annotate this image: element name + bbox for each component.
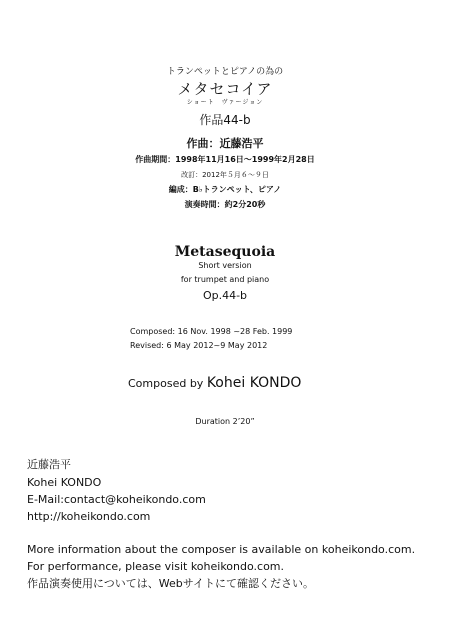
info-line-3: 作品演奏使用については、Webサイトにて確認ください。 xyxy=(27,577,314,590)
jp-duration: 演奏時間：約2分20秒 xyxy=(184,200,266,209)
en-composed-dates: Composed: 16 Nov. 1998 ~28 Feb. 1999 xyxy=(130,327,293,336)
jp-subtitle: トランペットとピアノの為の xyxy=(166,67,284,77)
composer-name: Kohei KONDO xyxy=(206,375,302,391)
jp-opus-number: 作品44-b xyxy=(199,113,251,127)
jp-composition-period: 作曲期間：1998年11月16日〜1999年2月28日 xyxy=(135,155,315,164)
en-revised-dates: Revised: 6 May 2012~9 May 2012 xyxy=(130,341,268,350)
jp-composer: 作曲：近藤浩平 xyxy=(186,137,264,150)
contact-website: http://koheikondo.com xyxy=(27,510,151,523)
contact-email: E-Mail:contact@koheikondo.com xyxy=(27,493,206,506)
composed-by-line xyxy=(128,376,301,390)
jp-title: メタセコイア xyxy=(177,80,273,98)
en-opus-number: Op.44-b xyxy=(202,289,248,302)
en-duration: Duration 2’20” xyxy=(195,417,255,426)
jp-revised-date: 改訂：2012年５月６〜９日 xyxy=(181,171,269,179)
composed-by-prefix: Composed by xyxy=(128,377,207,390)
info-line-1: More information about the composer is available on koheikondo.com. xyxy=(27,543,416,556)
en-title: Metasequoia xyxy=(174,244,276,260)
en-subtitle: Short version xyxy=(198,261,252,270)
jp-instrumentation: 編成：B♭トランペット、ピアノ xyxy=(168,185,282,194)
contact-name-jp: 近藤浩平 xyxy=(27,458,71,471)
contact-name-en: Kohei KONDO xyxy=(27,476,102,489)
jp-title-ruby: ショート ヴァージョン xyxy=(186,99,264,106)
info-line-2: For performance, please visit koheikondo.com. xyxy=(27,560,285,573)
en-instrumentation: for trumpet and piano xyxy=(180,275,270,284)
